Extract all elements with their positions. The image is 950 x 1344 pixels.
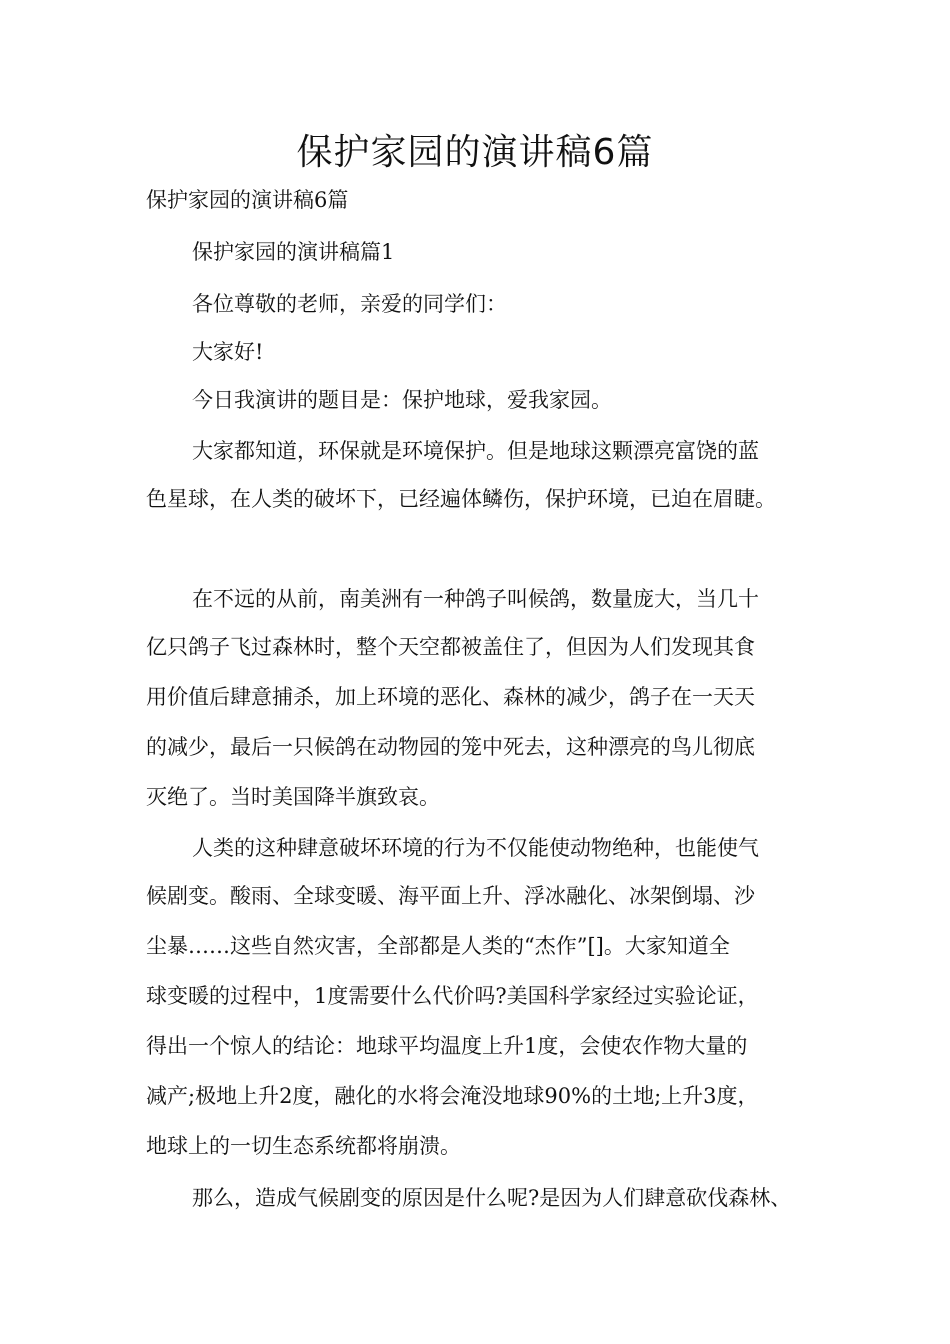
- paragraph-line: 灭绝了。当时美国降半旗致哀。: [146, 785, 440, 809]
- paragraph-line: 的减少，最后一只候鸽在动物园的笼中死去，这种漂亮的鸟儿彻底: [146, 735, 755, 759]
- paragraph-line: 人类的这种肆意破坏环境的行为不仅能使动物绝种，也能使气: [192, 836, 759, 860]
- paragraph-line: 今日我演讲的题目是：保护地球，爱我家园。: [192, 388, 612, 412]
- greeting-line: 大家好!: [192, 340, 264, 364]
- paragraph-line: 候剧变。酸雨、全球变暖、海平面上升、浮冰融化、冰架倒塌、沙: [146, 884, 755, 908]
- paragraph-line: 那么，造成气候剧变的原因是什么呢?是因为人们肆意砍伐森林、: [192, 1186, 792, 1210]
- paragraph-line: 大家都知道，环保就是环境保护。但是地球这颗漂亮富饶的蓝: [192, 439, 759, 463]
- paragraph-line: 球变暖的过程中，1度需要什么代价吗?美国科学家经过实验论证，: [146, 984, 759, 1008]
- paragraph-line: 地球上的一切生态系统都将崩溃。: [146, 1134, 461, 1158]
- paragraph-line: 用价值后肆意捕杀，加上环境的恶化、森林的减少，鸽子在一天天: [146, 685, 755, 709]
- section-heading: 保护家园的演讲稿篇1: [192, 240, 395, 264]
- paragraph-line: 得出一个惊人的结论：地球平均温度上升1度，会使农作物大量的: [146, 1034, 748, 1058]
- document-subtitle: 保护家园的演讲稿6篇: [146, 188, 349, 212]
- paragraph-line: 减产;极地上升2度，融化的水将会淹没地球90%的土地;上升3度，: [146, 1084, 759, 1108]
- paragraph-line: 色星球，在人类的破坏下，已经遍体鳞伤，保护环境，已迫在眉睫。: [146, 487, 776, 511]
- paragraph-line: 亿只鸽子飞过森林时，整个天空都被盖住了，但因为人们发现其食: [146, 635, 755, 659]
- paragraph-line: 在不远的从前，南美洲有一种鸽子叫候鸽，数量庞大，当几十: [192, 587, 759, 611]
- document-title: 保护家园的演讲稿6篇: [296, 132, 654, 173]
- greeting-line: 各位尊敬的老师，亲爱的同学们：: [192, 292, 507, 316]
- paragraph-line: 尘暴……这些自然灾害，全部都是人类的“杰作”[]。大家知道全: [146, 934, 730, 958]
